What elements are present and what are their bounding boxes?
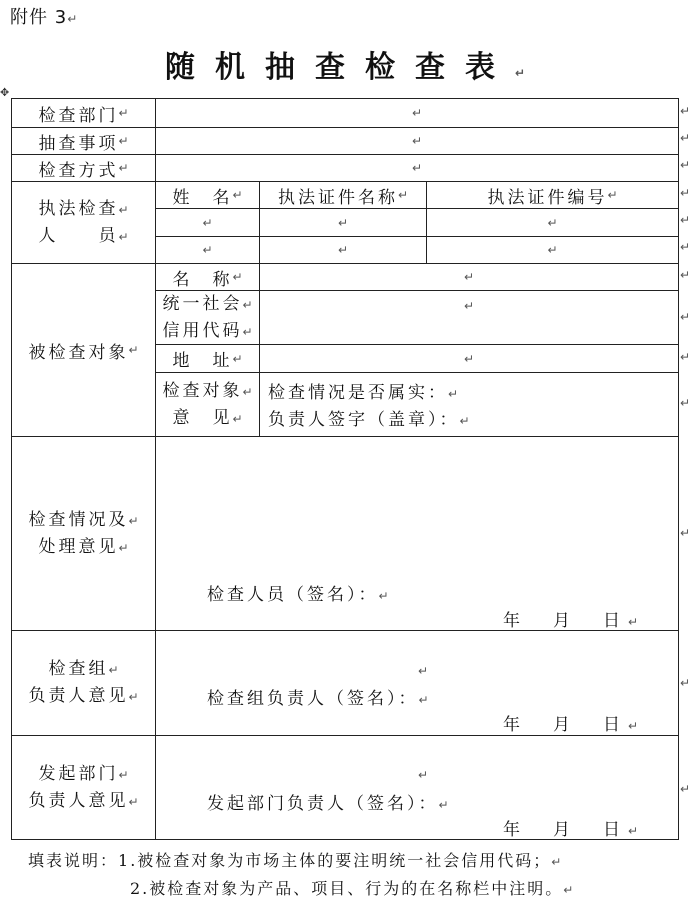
inspector-1-cert-name[interactable]: ↵ bbox=[337, 215, 349, 230]
paragraph-mark-icon: ↵ bbox=[514, 66, 526, 80]
paragraph-mark-icon: ↵ bbox=[118, 229, 129, 244]
paragraph-mark-icon: ↵ bbox=[242, 384, 253, 399]
paragraph-mark-icon: ↵ bbox=[232, 351, 243, 366]
paragraph-mark-icon: ↵ bbox=[118, 161, 129, 175]
paragraph-mark-icon: ↵ bbox=[418, 693, 429, 707]
row-end-mark-icon: ↵ bbox=[680, 158, 690, 172]
inspection-method-value[interactable]: ↵ bbox=[411, 161, 423, 175]
row-end-mark-icon: ↵ bbox=[680, 104, 690, 118]
row-end-mark-icon: ↵ bbox=[680, 396, 690, 410]
address-value[interactable]: ↵ bbox=[463, 351, 475, 366]
row-end-mark-icon: ↵ bbox=[680, 131, 690, 145]
paragraph-mark-icon: ↵ bbox=[418, 768, 429, 782]
attachment-label: 附件 3↵ bbox=[10, 7, 78, 28]
paragraph-mark-icon: ↵ bbox=[118, 767, 129, 782]
label-inspection-method: 检查方式 ↵ bbox=[38, 160, 129, 181]
paragraph-mark-icon: ↵ bbox=[563, 883, 574, 897]
paragraph-mark-icon: ↵ bbox=[628, 824, 639, 838]
group-leader-signature-label: 检查组负责人（签名）：↵ bbox=[207, 689, 429, 709]
form-notes-line-1: 填表说明：1.被检查对象为市场主体的要注明统一社会信用代码；↵ bbox=[28, 851, 562, 870]
paragraph-mark-icon: ↵ bbox=[128, 690, 139, 704]
label-spot-check-item: 抽查事项 ↵ bbox=[38, 133, 129, 154]
form-notes-prefix: 填表说明： bbox=[28, 851, 119, 870]
page-title-text: 随机抽查检查表 bbox=[164, 50, 515, 85]
paragraph-mark-icon: ↵ bbox=[459, 414, 470, 428]
table-move-handle-icon[interactable]: ✥ bbox=[0, 86, 10, 99]
row-end-mark-icon: ↵ bbox=[680, 350, 690, 364]
paragraph-mark-icon: ↵ bbox=[118, 202, 129, 217]
row-end-mark-icon: ↵ bbox=[680, 268, 690, 282]
row-end-mark-icon: ↵ bbox=[680, 310, 690, 324]
object-name-value[interactable]: ↵ bbox=[463, 270, 475, 284]
paragraph-mark-icon: ↵ bbox=[607, 188, 618, 202]
inspector-2-cert-name[interactable]: ↵ bbox=[337, 243, 349, 257]
paragraph-mark-icon: ↵ bbox=[628, 615, 639, 629]
paragraph-mark-icon: ↵ bbox=[118, 106, 129, 120]
row-end-mark-icon: ↵ bbox=[680, 782, 690, 796]
label-object-name: 名 称 ↵ bbox=[172, 269, 243, 290]
credit-code-value[interactable]: ↵ bbox=[463, 299, 475, 313]
paragraph-mark-icon: ↵ bbox=[551, 855, 562, 869]
paragraph-mark-icon: ↵ bbox=[108, 663, 119, 677]
paragraph-mark-icon: ↵ bbox=[128, 513, 139, 528]
inspector-signature-label: 检查人员（签名）：↵ bbox=[207, 585, 389, 605]
label-group-leader-opinion: 检查组↵ 负责人意见↵ bbox=[28, 659, 139, 706]
inspector-1-name[interactable]: ↵ bbox=[202, 215, 213, 230]
paragraph-mark-icon: ↵ bbox=[128, 343, 139, 357]
paragraph-mark-icon: ↵ bbox=[378, 589, 389, 603]
paragraph-mark-icon: ↵ bbox=[232, 270, 243, 284]
row-end-mark-icon: ↵ bbox=[680, 676, 690, 690]
row-end-mark-icon: ↵ bbox=[680, 186, 690, 200]
paragraph-mark-icon: ↵ bbox=[232, 411, 243, 426]
page-title bbox=[0, 42, 690, 86]
label-address: 地 址 ↵ bbox=[172, 351, 243, 371]
inspector-2-name[interactable]: ↵ bbox=[202, 243, 213, 257]
paragraph-mark-icon: ↵ bbox=[628, 719, 639, 733]
object-opinion-value[interactable]: 检查情况是否属实：↵ 负责人签字（盖章）：↵ bbox=[268, 383, 470, 430]
label-inspection-result: 检查情况及↵ 处理意见↵ bbox=[28, 509, 139, 557]
paragraph-mark-icon: ↵ bbox=[397, 188, 409, 202]
paragraph-mark-icon: ↵ bbox=[438, 798, 449, 812]
initiating-dept-signature-label: 发起部门负责人（签名）：↵ bbox=[207, 794, 449, 814]
header-name: 姓 名 ↵ bbox=[172, 187, 243, 208]
header-certificate-number: 执法证件编号 ↵ bbox=[487, 187, 618, 208]
inspector-2-cert-number[interactable]: ↵ bbox=[547, 243, 558, 257]
label-initiating-dept-opinion: 发起部门↵ 负责人意见↵ bbox=[28, 763, 139, 811]
initiating-dept-date: 年 月 日↵ bbox=[503, 820, 639, 840]
paragraph-mark-icon: ↵ bbox=[118, 134, 129, 148]
paragraph-mark-icon: ↵ bbox=[128, 794, 139, 809]
inspector-1-cert-number[interactable]: ↵ bbox=[547, 215, 558, 230]
paragraph-mark-icon: ↵ bbox=[67, 12, 78, 26]
form-notes-line-2: 2.被检查对象为产品、项目、行为的在名称栏中注明。↵ bbox=[130, 879, 574, 898]
label-object-opinion: 检查对象↵ 意 见↵ bbox=[162, 380, 253, 428]
row-end-mark-icon: ↵ bbox=[680, 240, 690, 254]
row-end-mark-icon: ↵ bbox=[680, 526, 690, 540]
paragraph-mark-icon: ↵ bbox=[242, 297, 253, 312]
label-inspected-object: 被检查对象 ↵ bbox=[28, 342, 139, 363]
paragraph-mark-icon: ↵ bbox=[418, 664, 429, 678]
paragraph-mark-icon: ↵ bbox=[448, 387, 459, 401]
spot-check-item-value[interactable]: ↵ bbox=[411, 134, 423, 148]
paragraph-mark-icon: ↵ bbox=[118, 540, 129, 555]
inspection-result-date: 年 月 日↵ bbox=[503, 611, 639, 631]
paragraph-mark-icon: ↵ bbox=[242, 324, 253, 339]
label-law-enforcement-inspectors: 执法检查↵ 人 员↵ bbox=[38, 198, 129, 246]
inspection-dept-value[interactable]: ↵ bbox=[411, 106, 423, 120]
label-inspection-dept: 检查部门 ↵ bbox=[38, 105, 129, 126]
label-credit-code: 统一社会↵ 信用代码↵ bbox=[162, 293, 253, 341]
row-end-mark-icon: ↵ bbox=[680, 213, 690, 227]
header-certificate-name: 执法证件名称 ↵ bbox=[277, 187, 409, 208]
group-leader-date: 年 月 日↵ bbox=[503, 715, 639, 735]
paragraph-mark-icon: ↵ bbox=[232, 188, 243, 202]
